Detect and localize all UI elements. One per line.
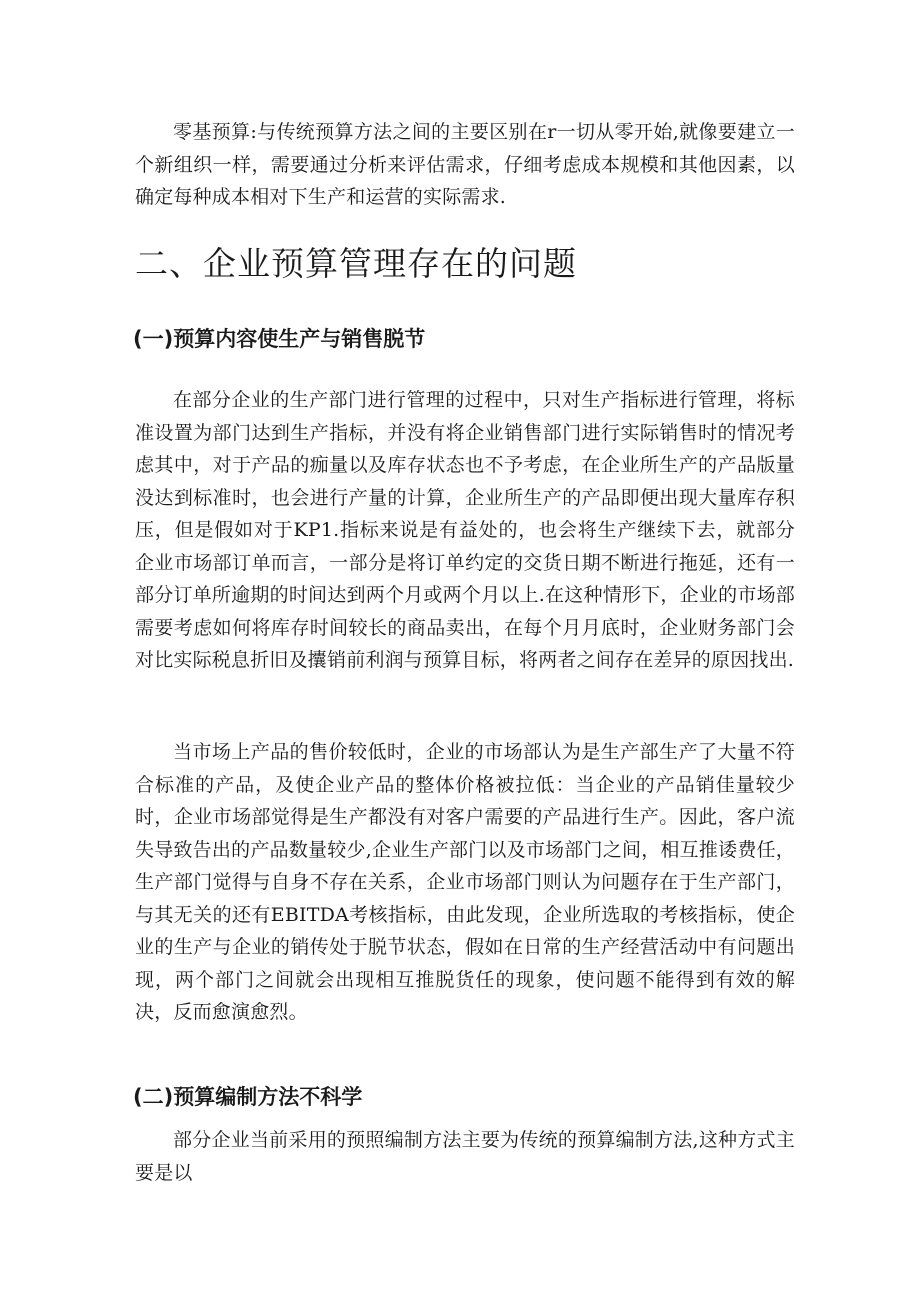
subsection-heading-2: (二)预算编制方法不科学 (133, 1085, 363, 1109)
paragraph-production-management: 在部分企业的生产部门进行管理的过程中，只对生产指标进行管理，将标准设置为部门达到生产指标，并没有将企业销售部门进行实际销售时的情况考虑其中，对于产品的痂量以及库存状态也不予考虑，在企业所生产的产品版量没达到标准时，也会进行产量的计算，企业所生产的产品即便出现大量库存积压，但是假如对于KP1.指标来说是有益处的，也会将生产继续下去，就部分企业市场部订单而言，一部分是将订单约定的交货日期不断进行拖延，还有一部分订单所逾期的时间达到两个月或两个月以上.在这种情形下，企业的市场部需要考虑如何将库存时间较长的商品卖出，在每个月月底时，企业财务部门会对比实际税息折旧及攮销前利润与预算目标，将两者之间存在差异的原因找出. (135, 389, 795, 671)
subsection-heading-1: (一)预算内容使生产与销售脱节 (133, 327, 426, 351)
paragraph-market-dispute: 当市场上产品的售价较低时，企业的市场部认为是生产部生产了大量不符合标准的产品，及使企业产品的整体价格被拉低：当企业的产品销佳量较少时，企业市场部觉得是生产都没有对客户需要的产品进行生产。因此，客户流失导致告出的产品数量较少,企业生产部门以及市场部门之间，相互推诿费任，生产部门觉得与自身不存在关系，企业市场部门则认为问题存在于生产部门，与其无关的还有EBITDA考核指标，由此发现，企业所选取的考核指标，使企业的生产与企业的销传处于脱节状态，假如在日常的生产经营活动中有问题出现，两个部门之间就会出现相互推脱货任的现象，使问题不能得到有效的解决，反而愈演愈烈。 (135, 741, 795, 1023)
paragraph-zero-based-budget: 零基预算:与传统预算方法之间的主要区别在r一切从零开始,就像要建立一个新组织一样，需要通过分析来评估需求，仔细考虑成本规模和其他因素，以确定每种成本相对下生产和运营的实际需求. (135, 121, 795, 208)
paragraph-budget-method: 部分企业当前采用的预照编制方法主要为传统的预算编制方法,这种方式主要是以 (135, 1129, 795, 1184)
section-heading: 二、企业预算管理存在的问题 (135, 244, 577, 283)
